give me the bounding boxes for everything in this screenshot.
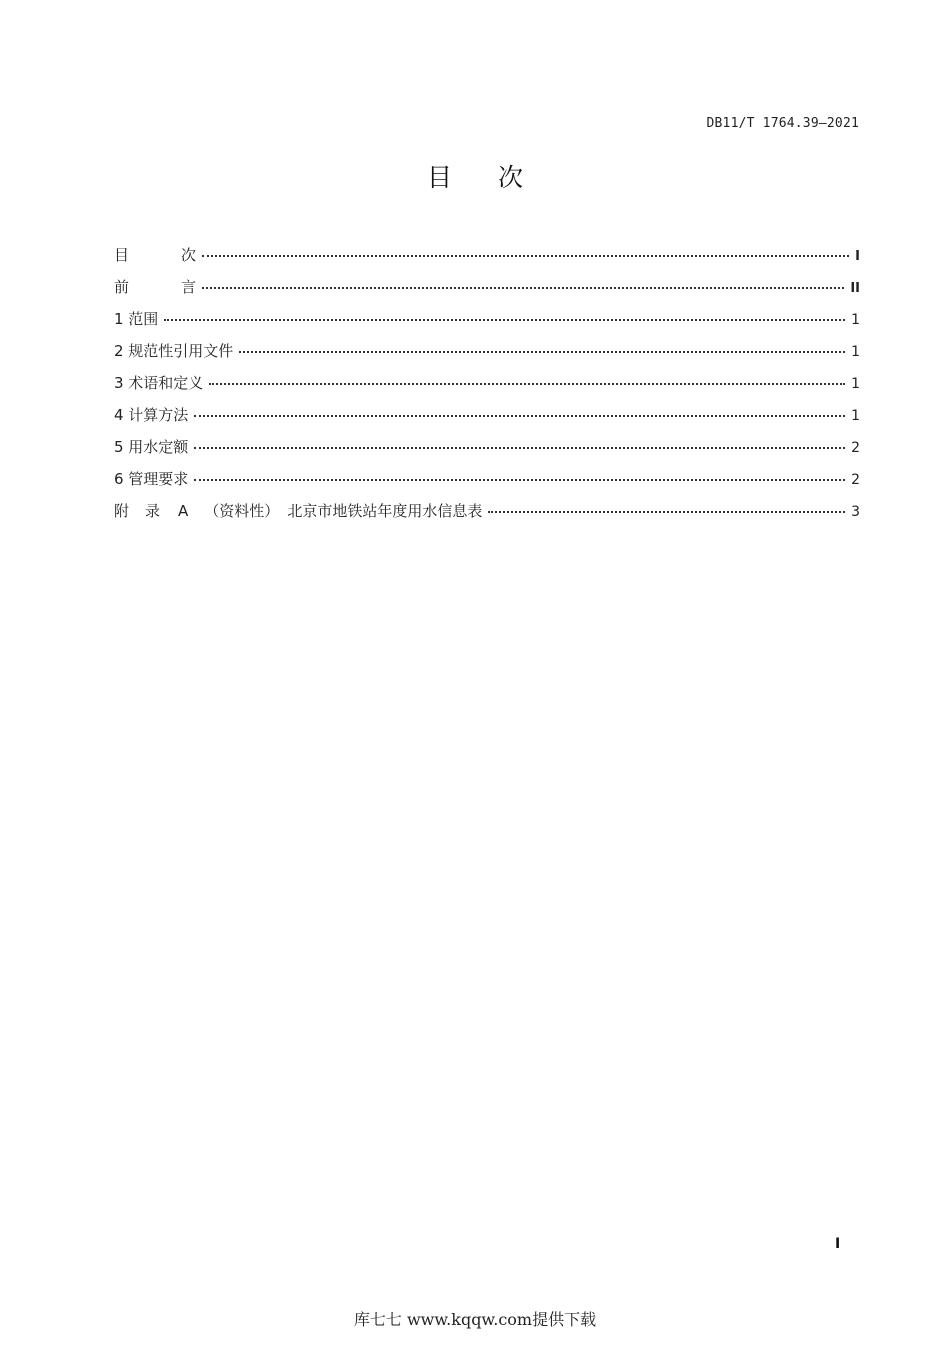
toc-entry-label: 5 用水定额 [114, 438, 189, 456]
toc-page-number: 1 [851, 408, 860, 424]
title-char: 次 [498, 163, 524, 192]
toc-entry-label: 4 计算方法 [114, 406, 189, 424]
toc-leader-dots [202, 255, 849, 257]
footer-watermark-text: 库七七 www.kqqw.com提供下载 [353, 1310, 597, 1329]
toc-leader-dots [488, 511, 845, 513]
toc-label-part: 目 [114, 246, 130, 264]
toc-entry-label: 2 规范性引用文件 [114, 342, 234, 360]
toc-page-number: 1 [851, 312, 860, 328]
toc-label-part: A [178, 502, 189, 520]
toc-page-number: 2 [851, 440, 860, 456]
title-char: 目 [426, 163, 452, 192]
toc-entry-label [114, 500, 482, 521]
document-code: DB11/T 1764.39—2021 [706, 116, 859, 131]
toc-entry-calculation[interactable] [114, 404, 860, 436]
toc-entry-label [114, 244, 196, 265]
toc-leader-dots [209, 383, 845, 385]
toc-leader-dots [164, 319, 845, 321]
toc-entry-label [114, 276, 196, 297]
toc-leader-dots [194, 479, 845, 481]
toc-label-part: 言 [181, 278, 197, 296]
toc-page-number: II [850, 281, 860, 296]
toc-page-number: 1 [851, 376, 860, 392]
toc-entry-label: 3 术语和定义 [114, 374, 204, 392]
toc-page-number: 2 [851, 472, 860, 488]
toc-label-part: 北京市地铁站年度用水信息表 [287, 502, 483, 520]
toc-label-part: （资料性） [204, 502, 280, 520]
toc-label-part: 次 [181, 246, 197, 264]
toc-leader-dots [239, 351, 845, 353]
toc-entry-management[interactable] [114, 468, 860, 500]
table-of-contents [114, 244, 860, 532]
toc-leader-dots [194, 447, 845, 449]
toc-label-part: 附 [114, 502, 130, 520]
toc-entry-scope[interactable] [114, 308, 860, 340]
toc-entry-label: 6 管理要求 [114, 470, 189, 488]
page-number: I [835, 1236, 841, 1252]
toc-label-part: 前 [114, 278, 130, 296]
toc-entry-terms[interactable] [114, 372, 860, 404]
toc-leader-dots [194, 415, 845, 417]
toc-page-number: 1 [851, 344, 860, 360]
toc-entry-contents[interactable] [114, 244, 860, 276]
toc-entry-appendix-a[interactable] [114, 500, 860, 532]
page-title [0, 158, 950, 194]
toc-entry-label: 1 范围 [114, 310, 159, 328]
toc-entry-normative-references[interactable] [114, 340, 860, 372]
toc-page-number: I [855, 249, 860, 264]
toc-page-number: 3 [851, 504, 860, 520]
toc-label-part: 录 [145, 502, 161, 520]
toc-entry-water-quota[interactable] [114, 436, 860, 468]
toc-entry-foreword[interactable] [114, 276, 860, 308]
toc-leader-dots [202, 287, 844, 289]
